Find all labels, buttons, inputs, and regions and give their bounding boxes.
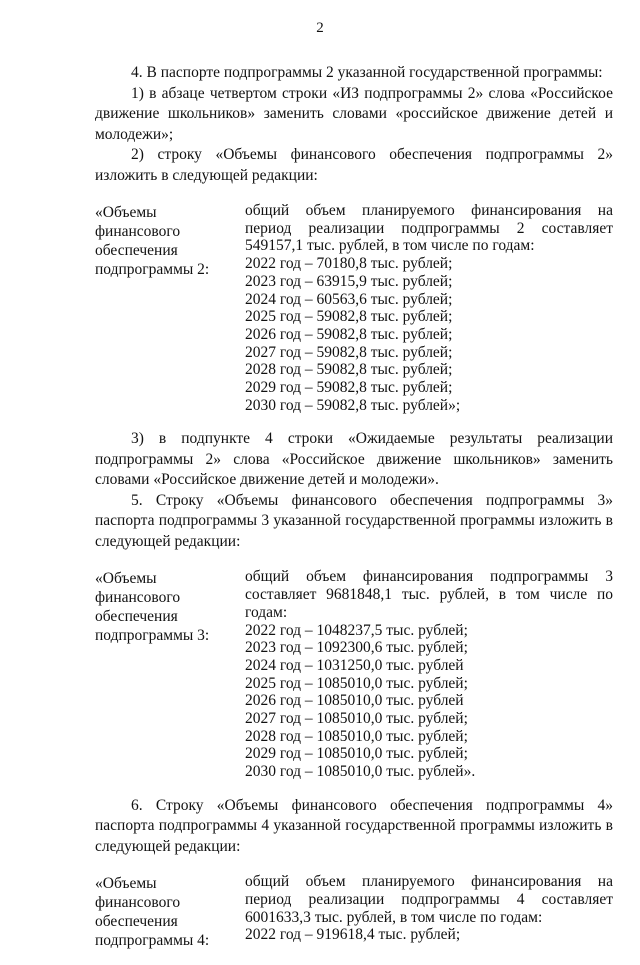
document-body [95,63,613,965]
table3-year-line: 2028 год – 1085010,0 тыс. рублей; [245,727,468,745]
financing-table-4 [95,873,613,950]
item5-paragraph: 5. Строку «Объемы финансового обеспечения подпрограммы 3» паспорта подпрограммы 3 указанной государственной программы изложить в следующей редакции: [95,491,613,550]
table3-year-line: 2030 год – 1085010,0 тыс. рублей». [245,763,476,781]
table2-label-line: обеспечения [95,242,178,259]
table2-year-line: 2025 год – 59082,8 тыс. рублей; [245,308,453,326]
table4-text [245,873,613,950]
item4-sub2: 2) строку «Объемы финансового обеспечения подпрограммы 2» изложить в следующей редакции: [95,146,613,184]
table2-year-line: 2028 год – 59082,8 тыс. рублей; [245,361,453,379]
table3-year-line: 2023 год – 1092300,6 тыс. рублей; [245,639,468,657]
financing-table-3 [95,568,613,780]
table3-year-line: 2026 год – 1085010,0 тыс. рублей [245,692,464,710]
table3-year-line: 2027 год – 1085010,0 тыс. рублей; [245,710,468,728]
table4-intro: общий объем планируемого финансирования на период реализации подпрограммы 4 составляет 6001633,3 тыс. рублей, в том числе по годам: [245,873,613,926]
table3-year-line: 2029 год – 1085010,0 тыс. рублей; [245,745,468,763]
table2-text [245,202,613,414]
page-number: 2 [316,20,324,36]
table2-label-line: подпрограммы 2: [95,261,210,278]
table2-label-line: финансового [95,223,181,240]
table2-label [95,202,255,414]
table2-year-line: 2030 год – 59082,8 тыс. рублей»; [245,396,461,414]
table2-intro: общий объем планируемого финансирования на период реализации подпрограммы 2 составляет 549157,1 тыс. рублей, в том числе по годам: [245,202,613,255]
table3-label [95,568,255,780]
table3-label-line: финансового [95,589,181,607]
table4-year-line: 2022 год – 919618,4 тыс. рублей; [245,926,461,944]
table3-intro: общий объем финансирования подпрограммы 3 составляет 9681848,1 тыс. рублей, в том числе по годам: [245,568,613,621]
financing-table-2 [95,202,613,414]
table2-year-line: 2027 год – 59082,8 тыс. рублей; [245,343,453,361]
table2-label-line: «Объемы [95,204,157,221]
table3-year-line: 2022 год – 1048237,5 тыс. рублей; [245,621,468,639]
table2-year-line: 2022 год – 70180,8 тыс. рублей; [245,255,453,273]
table4-label-line: подпрограммы 4: [95,932,210,950]
table2-year-line: 2023 год – 63915,9 тыс. рублей; [245,272,453,290]
table3-label-line: подпрограммы 3: [95,627,210,645]
table4-label-line: обеспечения [95,913,178,931]
table2-year-line: 2024 год – 60563,6 тыс. рублей; [245,290,453,308]
item4-sub1: 1) в абзаце четвертом строки «ИЗ подпрограммы 2» слова «Российское движение школьников» заменить словами «российское движение детей и молодежи»; [95,84,613,143]
table3-year-line: 2025 год – 1085010,0 тыс. рублей; [245,674,468,692]
table2-year-line: 2026 год – 59082,8 тыс. рублей; [245,325,453,343]
item6-paragraph: 6. Строку «Объемы финансового обеспечения подпрограммы 4» паспорта подпрограммы 4 указанной государственной программы изложить в следующей редакции: [95,796,613,855]
table4-label [95,873,255,950]
table3-year-line: 2024 год – 1031250,0 тыс. рублей [245,656,464,674]
item4-heading: 4. В паспорте подпрограммы 2 указанной государственной программы: [131,64,603,81]
table3-label-line: «Объемы [95,570,157,588]
table3-label-line: обеспечения [95,608,178,626]
table3-text [245,568,613,780]
table4-label-line: финансового [95,894,181,912]
item4-sub3: 3) в подпункте 4 строки «Ожидаемые результаты реализации подпрограммы 2» слова «Российское движение школьников» заменить словами «Российское движение детей и молодежи». [95,430,613,489]
table2-year-line: 2029 год – 59082,8 тыс. рублей; [245,379,453,397]
table4-label-line: «Объемы [95,875,157,893]
